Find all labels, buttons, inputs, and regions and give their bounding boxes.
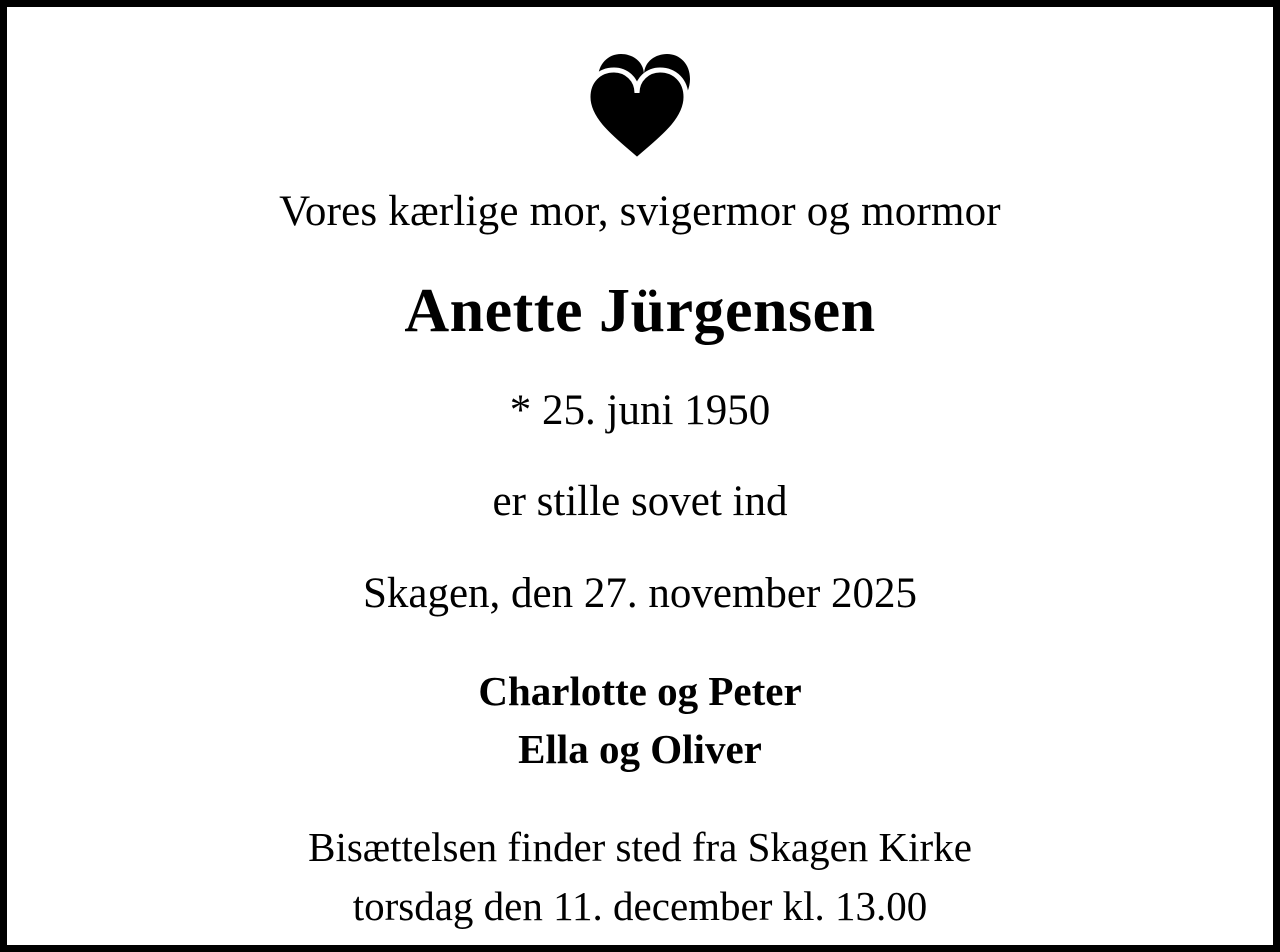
survivors-block <box>478 662 801 778</box>
intro-text: Vores kærlige mor, svigermor og mormor <box>279 188 1001 235</box>
survivor-line: Charlotte og Peter <box>478 668 802 715</box>
passing-text: er stille sovet ind <box>492 478 788 526</box>
funeral-line: torsdag den 11. december kl. 13.00 <box>352 882 928 929</box>
birth-date: * 25. juni 1950 <box>509 386 771 434</box>
double-hearts-icon <box>540 53 740 161</box>
funeral-line: Bisættelsen finder sted fra Skagen Kirke <box>308 824 972 871</box>
place-and-date: Skagen, den 27. november 2025 <box>362 569 918 617</box>
deceased-name: Anette Jürgensen <box>404 277 876 346</box>
funeral-block <box>308 818 972 934</box>
survivor-line: Ella og Oliver <box>518 726 762 773</box>
